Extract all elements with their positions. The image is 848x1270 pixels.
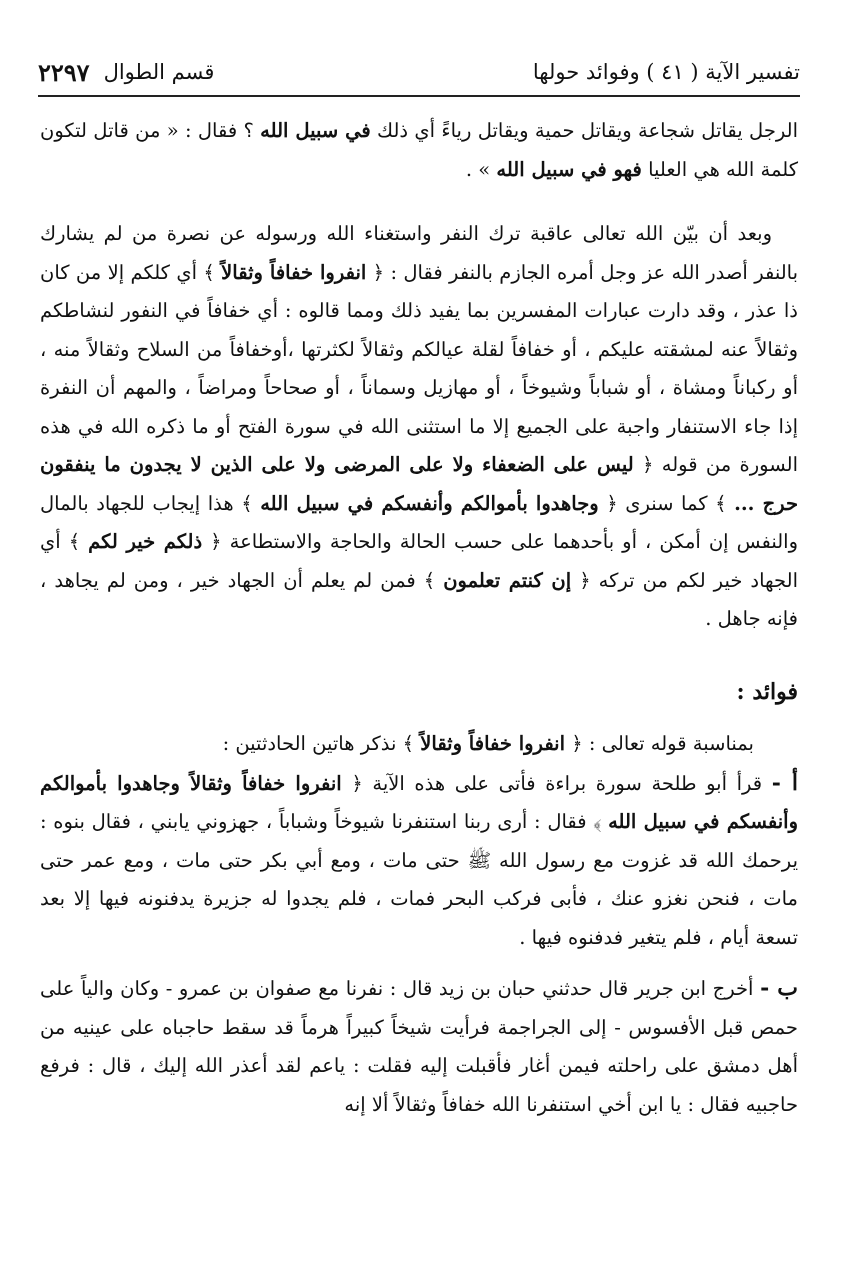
quran-quote: وجاهدوا بأموالكم وأنفسكم في سبيل الله xyxy=(260,491,599,515)
section-heading: فوائد : xyxy=(736,678,798,705)
quran-quote: في سبيل الله xyxy=(260,119,371,142)
paragraph-spacer xyxy=(40,639,798,665)
quran-quote: إن كنتم تعلمون xyxy=(443,568,572,592)
item-a xyxy=(40,764,798,958)
paragraph-spacer xyxy=(40,189,798,215)
text-run: الرجل يقاتل شجاعة ويقاتل حمية ويقاتل رياءً أي ذلك xyxy=(370,119,798,142)
item-b xyxy=(40,969,798,1124)
page-header xyxy=(38,52,800,92)
text-run: ﴾ أي كلكم إلا من كان ذا عذر ، وقد دارت عبارات المفسرين بما يفيد ذلك ومما قالوه : أي خفافاً في النفور لنشاطكم وثقالاً عنه لمشقته عليكم ، أو خفافاً لقلة عيالكم وثقالاً لكثرتها ،أوخفافاً من السلاح وثقالاً منه ، أو ركباناً ومشاة ، أو شباباً وشيوخاً ، أو مهازيل وسماناً ، أو صحاحاً ومراضاً ، والمهم أن النفرة إذا جاء الاستنفار واجبة على الجميع إلا ما استثنى الله في سورة الفتح أو ما ذكره الله في هذه السورة من قوله ﴿ xyxy=(40,260,798,476)
item-b-text xyxy=(40,977,798,1116)
header-left-group xyxy=(38,58,214,87)
text-run: ﴾ كما سنرى ﴿ xyxy=(598,491,735,515)
quran-quote: انفروا خفافاً وثقالاً xyxy=(420,732,566,755)
text-run: قرأ أبو طلحة سورة براءة فأتى على هذه الآية ﴿ xyxy=(341,771,772,795)
paragraph-main xyxy=(40,215,798,639)
item-a-text xyxy=(40,769,798,949)
text-run: أخرج ابن جرير قال حدثني حبان بن زيد قال : نفرنا مع صفوان بن عمرو - وكان والياً على حمص قبل الأفسوس - إلى الجراجمة فرأيت شيخاً كبيراً هرماً قد سقط حاجباه على عينيه من أهل دمشق على راحلته فيمن أغار فأقبلت إليه فقلت : ياعم لقد أعذر الله إليك ، قال : فرفع حاجبيه فقال : يا ابن أخي استنفرنا الله خفافاً وثقالاً ألا إنه xyxy=(40,977,798,1116)
paragraph-spacer xyxy=(40,957,798,969)
page-body xyxy=(40,112,798,1124)
header-divider xyxy=(38,95,800,97)
text-run: ﴾ نذكر هاتين الحادثتين : xyxy=(222,732,421,755)
text-run: » . xyxy=(465,157,497,181)
quran-quote: انفروا خفافاً وثقالاً xyxy=(221,260,367,284)
text-run: ﴾ هذا إيجاب للجهاد بالمال والنفس إن أمكن ، أو بأحدهما على حسب الحالة والحاجة والاستطاعة ﴿ xyxy=(40,491,798,553)
paragraph-continuation xyxy=(40,112,798,189)
text-run: ؟ فقال : « من قاتل لتكون كلمة الله هي العليا xyxy=(40,119,798,181)
item-a-marker: أ - xyxy=(771,769,798,796)
intro-line xyxy=(40,725,798,764)
text-run: بمناسبة قوله تعالى : ﴿ xyxy=(565,732,754,755)
text-run: ﴾ فقال : أرى ربنا استنفرنا شيوخاً وشباباً ، جهزوني يابني ، فقال بنوه : يرحمك الله قد غزوت مع رسول الله ﷺ حتى مات ، ومع أبي بكر حتى مات ، ومع عمر حتى مات ، فنحن نغزو عنك ، فأبى فركب البحر فمات ، فلم يجدوا له جزيرة يدفنونه فيها إلا بعد تسعة أيام ، فلم يتغير فدفنوه فيها . xyxy=(40,810,798,949)
running-title: تفسير الآية ( ٤١ ) وفوائد حولها xyxy=(532,60,800,84)
quran-quote: انفروا خفافاً وثقالاً وجاهدوا بأموالكم وأنفسكم في سبيل الله xyxy=(40,771,798,833)
quran-quote: ليس على الضعفاء ولا على المرضى ولا على الذين لا يجدون ما ينفقون حرج ... xyxy=(40,453,798,515)
section-name: قسم الطوال xyxy=(103,60,215,84)
item-b-marker: ب - xyxy=(760,975,798,1001)
text-run: ﴾ فمن لم يعلم أن الجهاد خير ، ومن لم يجاهد ، فإنه جاهل . xyxy=(40,568,798,630)
text-run: وبعد أن بيّن الله تعالى عاقبة ترك النفر واستغناء الله ورسوله عن نصرة من لم يشارك بالنفر أصدر الله عز وجل أمره الجازم بالنفر فقال : ﴿ xyxy=(40,222,799,284)
page-number: ٢٢٩٧ xyxy=(38,57,90,87)
text-run: ﴾ أي الجهاد خير لكم من تركه ﴿ xyxy=(40,530,798,592)
quran-quote: ذلكم خير لكم xyxy=(88,530,203,553)
quran-quote: فهو في سبيل الله xyxy=(496,157,642,181)
